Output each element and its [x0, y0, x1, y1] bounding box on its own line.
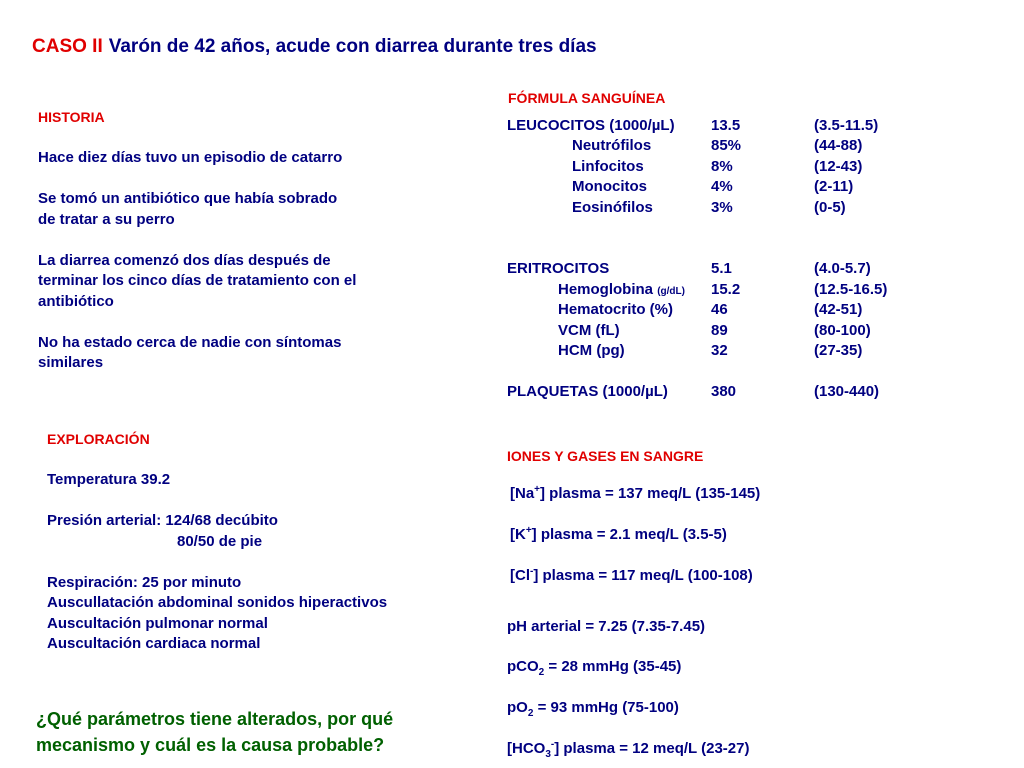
hemoglobina-unit: (g/dL)	[657, 286, 685, 297]
exploracion-line: Temperatura 39.2	[47, 471, 171, 488]
neutrofilos-label: Neutrófilos	[572, 137, 652, 154]
leucocitos-range: (3.5-11.5)	[814, 117, 879, 134]
hematocrito-label: Hematocrito (%)	[558, 301, 674, 318]
hemoglobina-range: (12.5-16.5)	[814, 281, 888, 298]
hcm-range: (27-35)	[814, 342, 863, 359]
linfocitos-range: (12-43)	[814, 158, 863, 175]
hematocrito-value: 46	[711, 301, 728, 318]
eritrocitos-range: (4.0-5.7)	[814, 260, 871, 277]
neutrofilos-value: 85%	[711, 137, 742, 154]
potassium-line: [K+] plasma = 2.1 meq/L (3.5-5)	[510, 525, 727, 543]
po2-line: $pO_2 = 93$ mmHg (75-100)	[507, 699, 679, 719]
monocitos-value: 4%	[711, 178, 733, 195]
historia-heading: HISTORIA	[38, 109, 105, 125]
chloride-line: [Cl-] plasma = 117 meq/L (100-108)	[510, 566, 753, 584]
formula-heading: FÓRMULA SANGUÍNEA	[508, 90, 666, 106]
historia-line: Se tomó un antibiótico que había sobrado	[38, 190, 338, 207]
vcm-range: (80-100)	[814, 322, 871, 339]
eosinofilos-value: 3%	[711, 199, 733, 216]
question	[36, 706, 393, 758]
exploracion-line: Respiración: 25 por minuto	[47, 573, 242, 591]
hcm-value: 32	[711, 342, 728, 359]
page-title	[32, 36, 597, 58]
leucocitos-value: 13.5	[711, 117, 741, 134]
exploracion-line: Auscultación cardiaca normal	[47, 635, 261, 652]
plaquetas-value: 380	[711, 383, 737, 400]
historia-line: No ha estado cerca de nadie con síntomas	[38, 333, 342, 351]
exploracion-heading: EXPLORACIÓN	[47, 431, 150, 447]
vcm-label: VCM (fL)	[558, 322, 620, 339]
case-label: CASO II	[32, 36, 103, 57]
monocitos-range: (2-11)	[814, 178, 854, 195]
iones-heading: IONES Y GASES EN SANGRE	[507, 448, 704, 464]
eosinofilos-range: (0-5)	[814, 199, 846, 216]
linfocitos-label: Linfocitos	[572, 158, 644, 175]
historia-line: similares	[38, 354, 104, 371]
case-description: Varón de 42 años, acude con diarrea durante tres días	[108, 36, 597, 57]
monocitos-label: Monocitos	[572, 178, 647, 195]
historia-text	[38, 148, 356, 374]
eritrocitos-label: ERITROCITOS	[507, 260, 610, 277]
vcm-value: 89	[711, 322, 728, 339]
hematocrito-range: (42-51)	[814, 301, 863, 318]
historia-line: terminar los cinco días de tratamiento con el	[38, 272, 357, 289]
plaquetas-range: (130-440)	[814, 383, 880, 400]
hemoglobina-label: Hemoglobina (g/dL)	[558, 281, 685, 298]
exploracion-line: Presión arterial: 124/68 decúbito	[47, 512, 278, 529]
leucocitos-label: LEUCOCITOS (1000/µL)	[507, 117, 675, 134]
historia-line: La diarrea comenzó dos días después de	[38, 251, 331, 269]
linfocitos-value: 8%	[711, 158, 733, 175]
exploracion-line: Auscullatación abdominal sonidos hiperactivos	[47, 594, 388, 611]
historia-line: Hace diez días tuvo un episodio de catarro	[38, 149, 343, 166]
hemoglobina-value: 15.2	[711, 281, 741, 298]
eosinofilos-label: Eosinófilos	[572, 199, 653, 216]
question-line: ¿Qué parámetros tiene alterados, por qué	[36, 709, 394, 729]
hcm-label: HCM (pg)	[558, 342, 625, 359]
plaquetas-label: PLAQUETAS (1000/µL)	[507, 383, 668, 400]
pco2-line: pCO$_2$ = 28 mmHg (35-45)	[507, 658, 682, 678]
historia-line: antibiótico	[38, 292, 114, 310]
question-line: mecanismo y cuál es la causa probable?	[36, 735, 385, 755]
sodium-line: [Na+] plasma = 137 meq/L (135-145)	[510, 484, 761, 502]
historia-line: de tratar a su perro	[38, 210, 175, 228]
eritrocitos-value: 5.1	[711, 260, 732, 277]
ph-line: pH arterial = 7.25 (7.35-7.45)	[507, 618, 706, 635]
exploracion-text	[47, 470, 387, 655]
exploracion-line: Auscultación pulmonar normal	[47, 614, 268, 632]
exploracion-line: 80/50 de pie	[177, 532, 263, 550]
neutrofilos-range: (44-88)	[814, 137, 863, 154]
hco3-line: $[HCO_3^-]$ plasma = 12 meq/L (23-27)	[507, 739, 750, 760]
